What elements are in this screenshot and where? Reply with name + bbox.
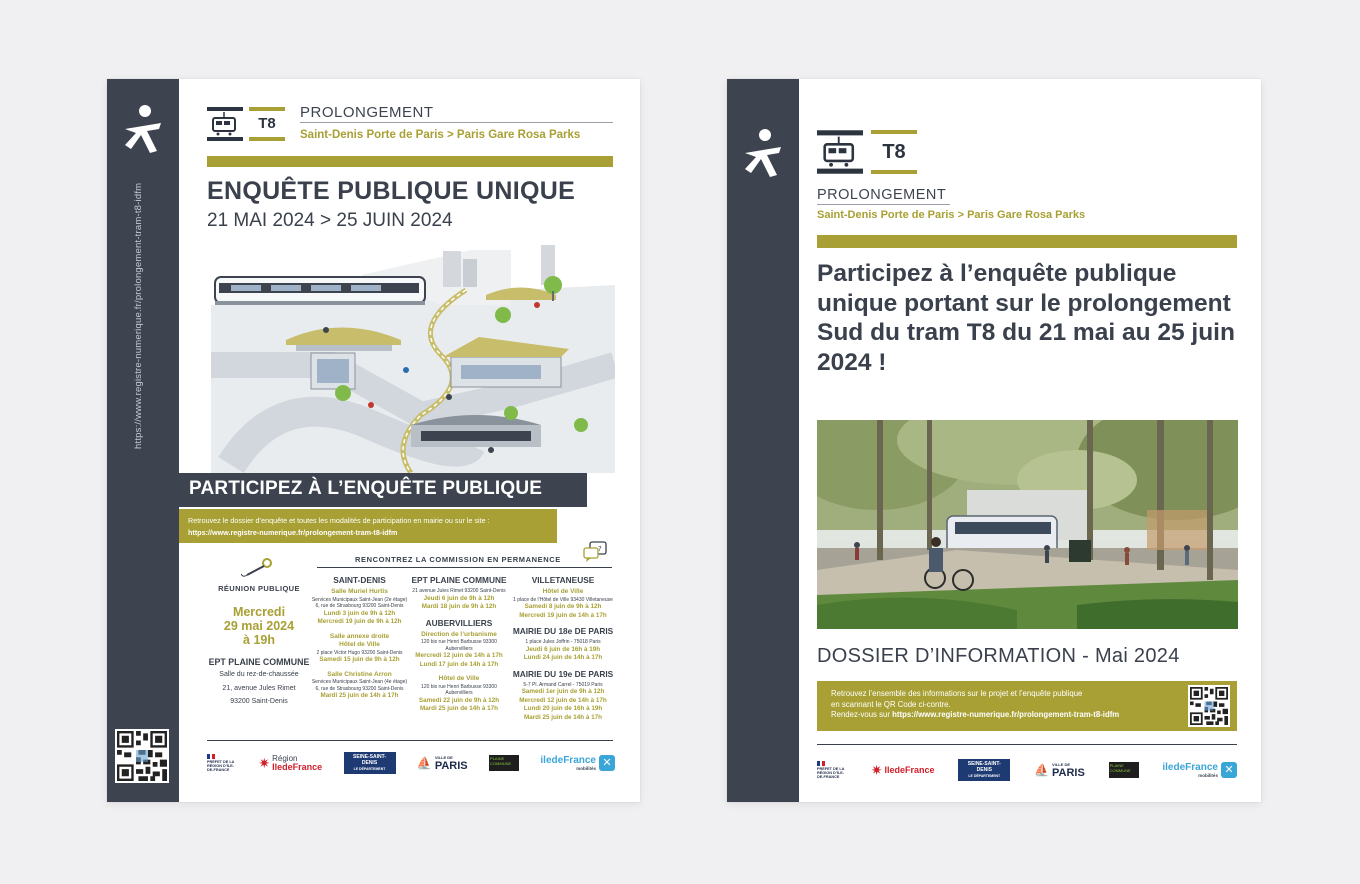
col-date: Mercredi 19 juin de 9h à 12h xyxy=(317,618,402,625)
qr-code-icon[interactable] xyxy=(1188,685,1230,727)
info-line-1: Retrouvez l’ensemble des informations sur le projet et l’enquête publique xyxy=(831,689,1083,698)
col-address: 21 avenue Jules Rimet 93200 Saint-Denis xyxy=(412,588,506,594)
prolongement-label: PROLONGEMENT xyxy=(817,187,950,205)
col-date: Mardi 25 juin de 14h à 17h xyxy=(523,713,603,721)
seine-saint-denis-logo: SEINE-SAINT-DENIS LE DÉPARTEMENT xyxy=(958,759,1010,781)
col-date: Mardi 25 juin de 14h à 17h xyxy=(419,705,499,712)
meeting-time: à 19h xyxy=(243,633,275,647)
poster-spine xyxy=(107,79,179,802)
prefet-logo: PRÉFET DE LA RÉGION D’ÎLE-DE-FRANCE xyxy=(817,761,847,780)
ville-de-paris-logo: ⛵ VILLE DE PARIS xyxy=(416,754,468,772)
plaine-commune-logo: PLAINE COMMUNE xyxy=(1109,762,1139,778)
col-date: Mardi 25 juin de 14h à 17h xyxy=(320,692,399,699)
svg-text:?: ? xyxy=(598,545,602,553)
info-line-3: Rendez-vous sur xyxy=(831,710,890,719)
info-line-2: en scannant le QR Code ci-contre. xyxy=(831,699,951,709)
col-address: Services Municipaux Saint-Jean (4e étage) 6, rue de Strasbourg 93200 Saint-Denis xyxy=(311,679,408,692)
meeting-place: EPT PLAINE COMMUNE xyxy=(208,657,310,667)
col-venue: Hôtel de Ville xyxy=(339,641,380,648)
idfm-logo: iledeFrance mobilités ✕ xyxy=(540,755,615,771)
col-address: 5-7 Pl. Armand Carrel - 75019 Paris xyxy=(523,681,603,688)
chat-bubble-icon xyxy=(582,541,608,563)
col-venue: Salle annexe droite xyxy=(329,632,390,640)
olive-divider xyxy=(207,156,613,167)
booklet-headline: Participez à l’enquête publique unique portant sur le prolongement Sud du tram T8 du 21 mai au 25 juin 2024 ! xyxy=(817,260,1235,376)
public-meeting xyxy=(207,584,311,708)
idfm-logo: iledeFrance mobilités ✕ xyxy=(1162,762,1237,778)
idfm-runner-icon: ✕ xyxy=(599,755,615,771)
prefet-logo: PRÉFET DE LA RÉGION D’ÎLE-DE-FRANCE xyxy=(207,754,237,773)
col-date: Samedi 1er juin de 9h à 12h xyxy=(521,688,605,695)
col-date: Lundi 3 juin de 9h à 12h xyxy=(323,609,396,617)
col-address: 2 place Victor Hugo 93200 Saint-Denis xyxy=(316,649,403,656)
line-label: T8 xyxy=(871,130,917,174)
col-date: Mercredi 19 juin de 14h à 17h xyxy=(519,611,607,619)
meeting-date: 29 mai 2024 xyxy=(223,619,295,633)
olive-divider xyxy=(817,235,1237,248)
line-label: T8 xyxy=(249,107,285,141)
col-address: 120 bis rue Henri Barbusse 93300 Aubervilliers xyxy=(421,683,497,696)
meeting-address-1: Salle du rez-de-chaussée xyxy=(219,671,299,678)
permanence-column-saint-denis xyxy=(311,575,408,701)
col-venue: Hôtel de Ville xyxy=(542,588,584,595)
route-label: Saint-Denis Porte de Paris > Paris Gare Rosa Parks xyxy=(817,209,1086,221)
col-heading: MAIRIE DU 19e DE PARIS xyxy=(512,668,614,679)
col-date: Samedi 15 juin de 9h à 12h xyxy=(319,656,400,663)
tram-street-photo xyxy=(817,420,1238,629)
info-text: Retrouvez le dossier d’enquête et toutes les modalités de participation en mairie ou sur le site : xyxy=(188,516,490,525)
booklet-document xyxy=(727,79,1261,802)
col-date: Mardi 18 juin de 9h à 12h xyxy=(421,603,497,610)
dossier-title: DOSSIER D’INFORMATION - Mai 2024 xyxy=(817,645,1180,667)
idfm-runner-icon xyxy=(119,103,167,155)
partner-logos xyxy=(817,756,1237,784)
prolongement-label: PROLONGEMENT xyxy=(300,104,613,123)
idfm-runner-icon: ✕ xyxy=(1221,762,1237,778)
participate-banner: PARTICIPEZ À L’ENQUÊTE PUBLIQUE xyxy=(179,473,587,507)
idfm-runner-icon xyxy=(739,127,787,179)
info-box xyxy=(817,681,1237,731)
poster-dates: 21 MAI 2024 > 25 JUIN 2024 xyxy=(207,210,453,231)
meet-divider xyxy=(317,567,612,568)
ville-de-paris-logo: ⛵ VILLE DE PARIS xyxy=(1034,761,1085,779)
col-address: 1 place Jules Joffrin - 75018 Paris xyxy=(525,639,601,645)
col-date: Samedi 22 juin de 9h à 12h xyxy=(418,696,500,704)
footer-divider xyxy=(817,744,1237,745)
poster-title: ENQUÊTE PUBLIQUE UNIQUE xyxy=(207,177,576,205)
col-address: 1 place de l’Hôtel de Ville 93430 Villetaneuse xyxy=(513,596,613,603)
region-idf-logo: ✷ Région IledeFrance xyxy=(258,754,323,772)
col-date: Lundi 24 juin de 14h à 17h xyxy=(523,654,603,661)
col-date: Mercredi 12 juin de 14h à 17h xyxy=(519,696,607,704)
tram-icon xyxy=(207,107,243,141)
info-url-link[interactable]: https://www.registre-numerique.fr/prolongement-tram-t8-idfm xyxy=(188,528,398,537)
col-date: Lundi 20 juin de 16h à 19h xyxy=(523,705,603,712)
col-venue: Direction de l’urbanisme xyxy=(421,630,497,638)
col-date: Jeudi 6 juin de 9h à 12h xyxy=(423,594,495,602)
seine-saint-denis-logo: SEINE-SAINT-DENIS LE DÉPARTEMENT xyxy=(344,752,396,774)
t8-line-badge xyxy=(817,130,937,174)
plaine-commune-logo: PLAINE COMMUNE xyxy=(489,755,519,771)
meet-commission-title: RENCONTREZ LA COMMISSION EN PERMANENCE xyxy=(355,555,561,564)
poster-document xyxy=(107,79,640,802)
partner-logos xyxy=(207,749,615,777)
meeting-address-3: 93200 Saint-Denis xyxy=(230,698,288,705)
col-heading: SAINT-DENIS xyxy=(333,575,386,585)
col-date: Jeudi 6 juin de 16h à 19h xyxy=(525,645,601,653)
col-address: 120 bis rue Henri Barbusse 93300 Aubervilliers xyxy=(421,639,497,652)
meeting-day: Mercredi xyxy=(232,605,286,619)
spine-url[interactable]: https://www.registre-numerique.fr/prolongement-tram-t8-idfm xyxy=(133,182,144,449)
tram-illustration xyxy=(211,245,615,473)
col-date: Lundi 17 juin de 14h à 17h xyxy=(419,660,499,668)
col-heading: MAIRIE DU 18e DE PARIS xyxy=(512,626,614,636)
region-idf-logo: ✷ IledeFrance xyxy=(870,761,935,778)
col-venue: Salle Christine Arron xyxy=(327,670,392,678)
col-heading: VILLETANEUSE xyxy=(531,575,595,585)
permanence-column-villetaneuse-paris xyxy=(512,575,614,722)
booklet-spine xyxy=(727,79,799,802)
tram-icon xyxy=(817,130,863,174)
col-date: Samedi 8 juin de 9h à 12h xyxy=(524,603,602,610)
footer-divider xyxy=(207,740,613,741)
microphone-icon xyxy=(241,557,275,579)
col-venue: Hôtel de Ville xyxy=(438,675,480,682)
col-venue: Salle Muriel Hurtis xyxy=(331,588,388,595)
t8-line-badge xyxy=(207,107,287,141)
route-label: Saint-Denis Porte de Paris > Paris Gare Rosa Parks xyxy=(300,129,581,141)
col-date: Mercredi 12 juin de 14h à 17h xyxy=(415,652,503,659)
meeting-title: RÉUNION PUBLIQUE xyxy=(218,584,300,593)
meeting-address-2: 21, avenue Jules Rimet xyxy=(222,684,296,692)
info-box xyxy=(179,509,557,543)
col-heading: AUBERVILLIERS xyxy=(425,617,493,628)
info-url-link[interactable]: https://www.registre-numerique.fr/prolongement-tram-t8-idfm xyxy=(892,710,1120,719)
qr-code-icon[interactable] xyxy=(115,729,169,783)
permanence-column-plaine-commune xyxy=(409,575,509,714)
col-heading: EPT PLAINE COMMUNE xyxy=(411,575,507,585)
col-address: Services Municipaux Saint-Jean (2e étage) 6, rue de Strasbourg 93200 Saint-Denis xyxy=(311,596,408,609)
